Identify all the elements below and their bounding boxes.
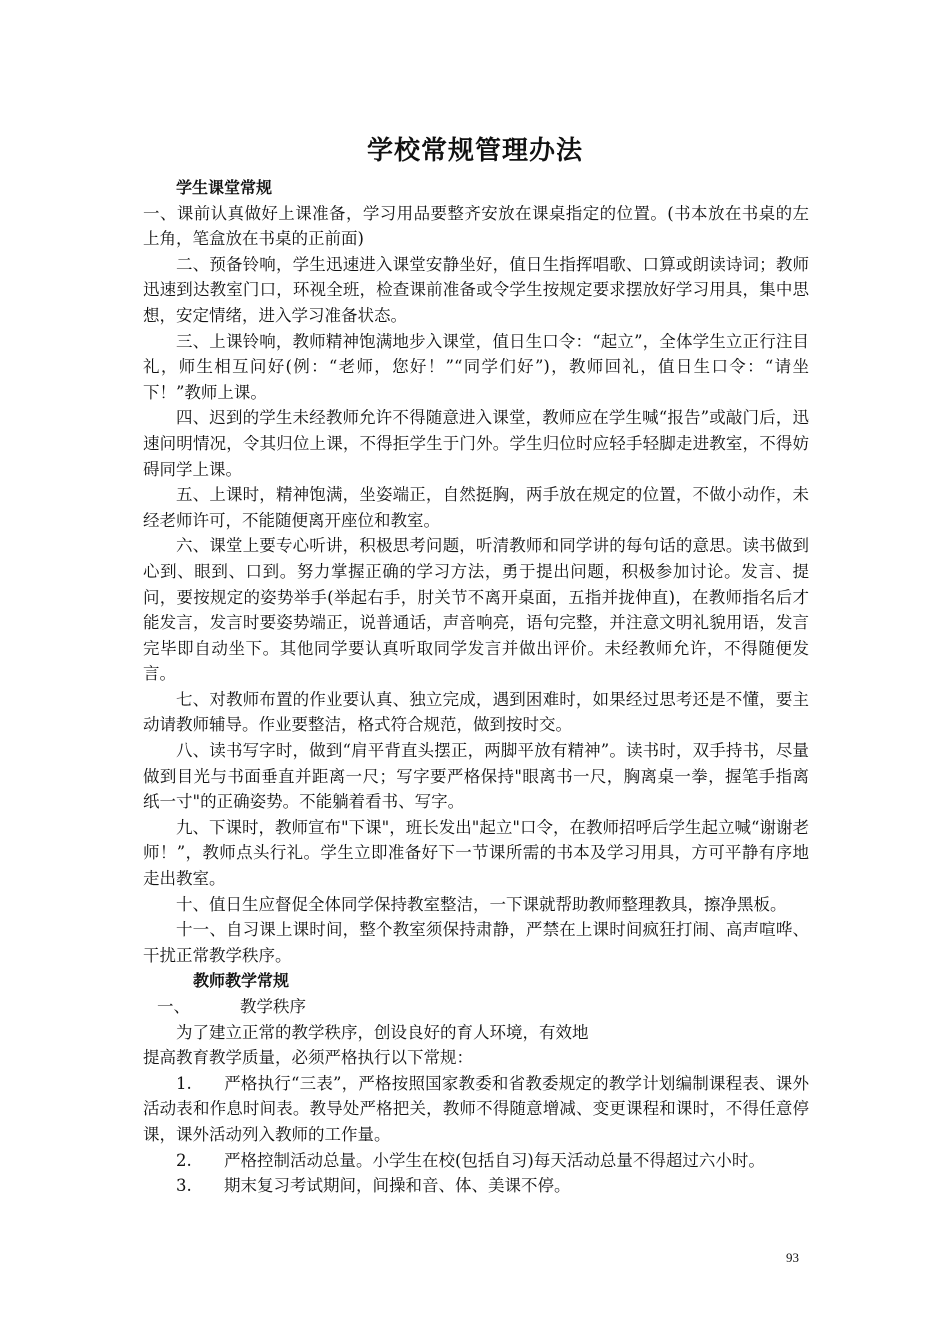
list-item-number: 2. [176, 1150, 192, 1170]
paragraph: 七、对教师布置的作业要认真、独立完成，遇到困难时，如果经过思考还是不懂，要主动请教师辅导。作业要整洁，格式符合规范，做到按时交。 [143, 689, 809, 735]
section-heading-student: 学生课堂常规 [176, 178, 273, 197]
paragraph: 二、预备铃响，学生迅速进入课堂安静坐好，值日生指挥唱歌、口算或朗读诗词；教师迅速到达教室门口，环视全班，检查课前准备或令学生按规定要求摆放好学习用具，集中思想，安定情绪，进入学习准备状态。 [143, 254, 809, 325]
paragraph: 五、上课时，精神饱满，坐姿端正，自然挺胸，两手放在规定的位置，不做小动作，未经老师许可，不能随便离开座位和教室。 [143, 485, 809, 530]
paragraph: 九、下课时，教师宣布"下课"，班长发出"起立"口令，在教师招呼后学生起立喊“谢谢老师！”，教师点头行礼。学生立即准备好下一节课所需的书本及学习用具，方可平静有序地走出教室。 [143, 817, 809, 889]
paragraph: 十、值日生应督促全体同学保持教室整洁，一下课就帮助教师整理教具，擦净黑板。 [176, 894, 787, 914]
page-number: 93 [786, 1250, 799, 1265]
list-item-number: 1. [176, 1073, 192, 1093]
section-heading-teacher: 教师教学常规 [193, 971, 290, 991]
document-body [143, 175, 809, 1199]
list-item [143, 1071, 809, 1148]
document-title: 学校常规管理办法 [366, 136, 583, 166]
list-item-text: 严格控制活动总量。小学生在校(包括自习)每天活动总量不得超过六小时。 [224, 1150, 765, 1170]
paragraph: 三、上课铃响，教师精神饱满地步入课堂，值日生口令：“起立”，全体学生立正行注目礼，师生相互问好(例：“老师，您好！”“同学们好”)，教师回礼，值日生口令：“请坐下！”教师上课。 [143, 331, 809, 402]
paragraph: 六、课堂上要专心听讲，积极思考问题，听清教师和同学讲的每句话的意思。读书做到心到、眼到、口到。努力掌握正确的学习方法，勇于提出问题，积极参加讨论。发言、提问，要按规定的姿势举手(举起右手，肘关节不离开桌面，五指并拢伸直)，在教师指名后才能发言，发言时要姿势端正，说普通话，声音响亮，语句完整，并注意文明礼貌用语，发言完毕即自动坐下。其他同学要认真听取同学发言并做出评价。未经教师允许，不得随便发言。 [143, 536, 809, 684]
list-item-number: 3. [176, 1176, 192, 1196]
paragraph: 一、课前认真做好上课准备，学习用品要整齐安放在课桌指定的位置。(书本放在书桌的左上角，笔盒放在书桌的正前面) [143, 203, 809, 249]
subsection-heading [143, 994, 809, 1020]
subsection-title: 教学秩序 [240, 997, 306, 1016]
list-item-text: 期末复习考试期间，间操和音、体、美课不停。 [224, 1176, 571, 1196]
paragraph: 八、读书写字时，做到“肩平背直头摆正，两脚平放有精神”。读书时，双手持书，尽量做到目光与书面垂直并距离一尺；写字要严格保持"眼离书一尺，胸离桌一拳，握笔手指离纸一寸"的正确姿势。不能躺着看书、写字。 [143, 741, 809, 812]
list-item [143, 1148, 809, 1174]
intro-line: 为了建立正常的教学秩序，创设良好的育人环境，有效地 [176, 1022, 589, 1042]
subsection-number: 一、 [157, 997, 190, 1016]
intro-line: 提高教育教学质量，必须严格执行以下常规： [143, 1048, 473, 1068]
paragraph: 四、迟到的学生未经教师允许不得随意进入课堂，教师应在学生喊“报告”或敲门后，迅速问明情况，令其归位上课，不得拒学生于门外。学生归位时应轻手轻脚走进教室，不得妨碍同学上课。 [143, 408, 809, 479]
list-item [143, 1173, 809, 1199]
paragraph: 十一、自习课上课时间，整个教室须保持肃静，严禁在上课时间疯狂打闹、高声喧哗、干扰正常教学秩序。 [143, 920, 809, 965]
list-item-text: 严格执行“三表”，严格按照国家教委和省教委规定的教学计划编制课程表、课外活动表和作息时间表。教导处严格把关，教师不得随意增减、变更课程和课时，不得任意停课，课外活动列入教师的工作量。 [143, 1073, 809, 1144]
